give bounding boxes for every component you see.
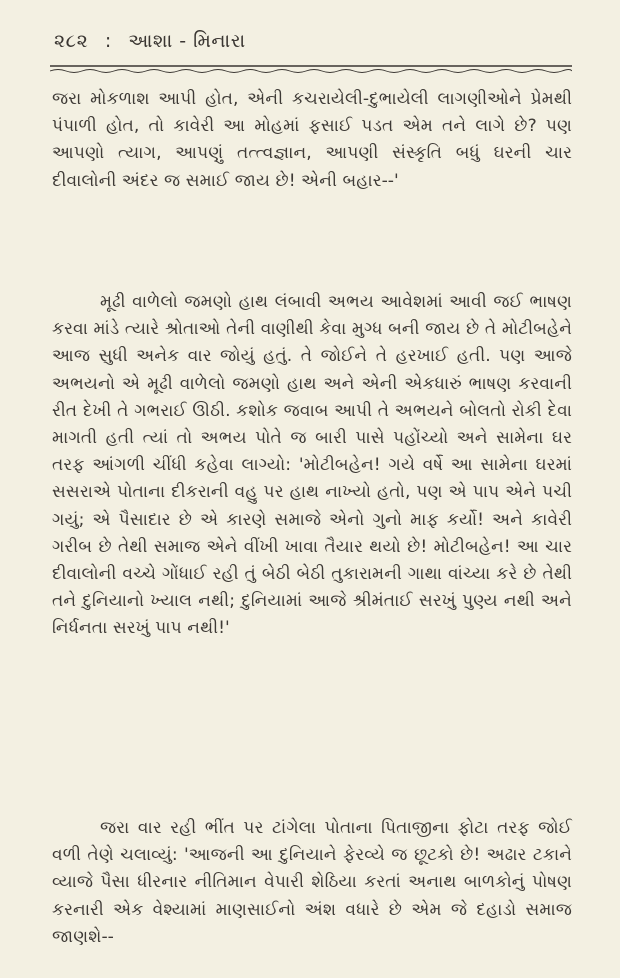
book-title: આશા - મિનારા [128,30,246,52]
header-separator: : [104,30,112,52]
paragraph-text: જરા મોકળાશ આપી હોત, એની કચરાયેલી-દુભાયેલી લાગણીઓને પ્રેમથી પંપાળી હોત, તો કાવેરી આ મોહમાં ફસાઈ પડત એમ તને લાગે છે? પણ આપણો ત્યાગ, આપણું તત્ત્વજ્ઞાન, આપણી સંસ્કૃતિ બધું ઘરની ચાર દીવાલોની અંદર જ સમાઈ જાય છે! એની બહાર--' [52,89,572,191]
header-rule [50,64,572,74]
page-number: ૨૮૨ [54,30,89,52]
paragraph-1 [52,86,572,195]
paragraph-text: જરા વાર રહી ભીંત પર ટાંગેલા પોતાના પિતાજીના ફોટા તરફ જોઈ વળી તેણે ચલાવ્યું: 'આજની આ દુનિયાને ફેરવ્યે જ છૂટકો છે! અઢાર ટકાને વ્યાજે પૈસા ધીરનાર નીતિમાન વેપારી શેઠિયા કરતાં અનાથ બાળકોનું પોષણ કરનારી એક વેશ્યામાં માણસાઈનો અંશ વધારે છે એમ જે દહાડો સમાજ જાણશે-- [52,818,572,947]
paragraph-text: મૂઢી વાળેલો જમણો હાથ લંબાવી અભય આવેશમાં આવી જઈ ભાષણ કરવા માંડે ત્યારે શ્રોતાઓ તેની વાણીથી કેવા મુગ્ધ બની જાય છે તે મોટીબહેને આજ સુધી અનેક વાર જોયું હતું. તે જોઈને તે હરખાઈ હતી. પણ આજે અભયનો એ મૂઢી વાળેલો જમણો હાથ અને એની એકધારું ભાષણ કરવાની રીત દેખી તે ગભરાઈ ઊઠી. કશોક જવાબ આપી તે અભયને બોલતો રોકી દેવા માગતી હતી ત્યાં તો અભય પોતે જ બારી પાસે પહોંચ્યો અને સામેના ઘર તરફ આંગળી ચીંધી કહેવા લાગ્યો: 'મોટીબહેન! ગયે વર્ષે આ સામેના ઘરમાં સસરાએ પોતાના દીકરાની વહુ પર હાથ નાખ્યો હતો, પણ એ પાપ એને પચી ગયું; એ પૈસાદાર છે એ કારણે સમાજે એનો ગુનો માફ કર્યો! અને કાવેરી ગરીબ છે તેથી સમાજ એને વીંખી ખાવા તૈયાર થયો છે! મોટીબહેન! આ ચાર દીવાલોની વચ્ચે ગોંધાઈ રહી તું બેઠી બેઠી તુકારામની ગાથા વાંચ્યા કરે છે તેથી તને દુનિયાનો ખ્યાલ નથી; દુનિયામાં આજે શ્રીમંતાઈ સરખું પુણ્ય નથી અને નિર્ધનતા સરખું પાપ નથી!' [52,292,572,639]
paragraph-2 [52,289,572,643]
running-header [54,30,246,52]
paragraph-3 [52,815,572,951]
